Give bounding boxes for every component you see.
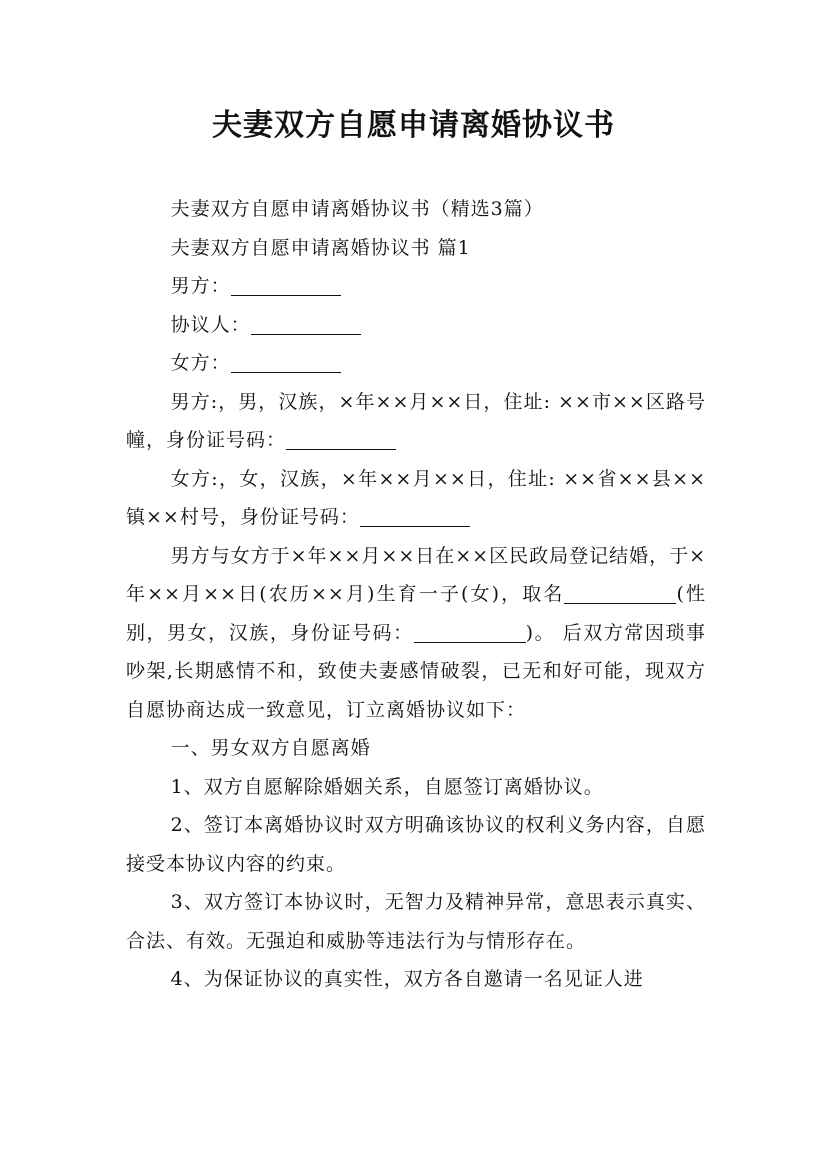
paragraph-agreement-party [126,306,706,345]
male-info-text: 男方:，男，汉族，×年××月××日，住址: ××市××区路号幢，身份证号码： [126,390,706,451]
document-title: 夫妻双方自愿申请离婚协议书 [212,108,615,143]
paragraph-clause-4: 4、为保证协议的真实性，双方各自邀请一名见证人进 [170,968,644,990]
female-info-text: 女方:，女，汉族，×年××月××日，住址: ××省××县××镇××村号，身份证号码： [126,467,706,528]
paragraph-male-party [126,267,706,306]
male-party-label: 男方： [170,275,231,297]
paragraph-female-party [126,344,706,383]
document-body [126,190,706,999]
agreement-party-label: 协议人： [170,313,251,336]
paragraph-clause-1: 1、双方自愿解除婚姻关系，自愿签订离婚协议。 [170,775,604,798]
female-party-blank [231,350,341,373]
child-name-blank [564,581,676,604]
marriage-history-part-a: 男方与女方于×年××月××日在××区民政局登记结婚，于×年××月××日(农历××月)生育一子(女)，取名 [126,544,707,605]
paragraph-section-heading: 夫妻双方自愿申请离婚协议书 篇1 [170,236,471,259]
paragraph-male-info [126,383,706,460]
male-id-blank [286,427,396,450]
paragraph-female-info [126,460,706,537]
paragraph-clause-heading: 一、男女双方自愿离婚 [170,737,371,759]
paragraph-subtitle: 夫妻双方自愿申请离婚协议书（精选3篇） [170,198,544,220]
marriage-history-part-c: )。 后双方常因琐事吵架,长期感情不和，致使夫妻感情破裂，已无和好可能，现双方自愿协商达成一致意见，订立离婚协议如下： [126,621,706,721]
agreement-party-blank [251,312,361,335]
paragraph-clause-2: 2、签订本离婚协议时双方明确该协议的权利义务内容，自愿接受本协议内容的约束。 [126,814,706,875]
female-id-blank [360,504,470,527]
paragraph-marriage-history [126,537,706,730]
paragraph-clause-3: 3、双方签订本协议时，无智力及精神异常，意思表示真实、合法、有效。无强迫和威胁等违法行为与情形存在。 [126,891,706,952]
male-party-blank [231,273,341,296]
child-id-blank [414,620,526,643]
female-party-label: 女方： [170,352,231,374]
marriage-history-part-b: (性别，男女，汉族，身份证号码： [126,583,706,644]
